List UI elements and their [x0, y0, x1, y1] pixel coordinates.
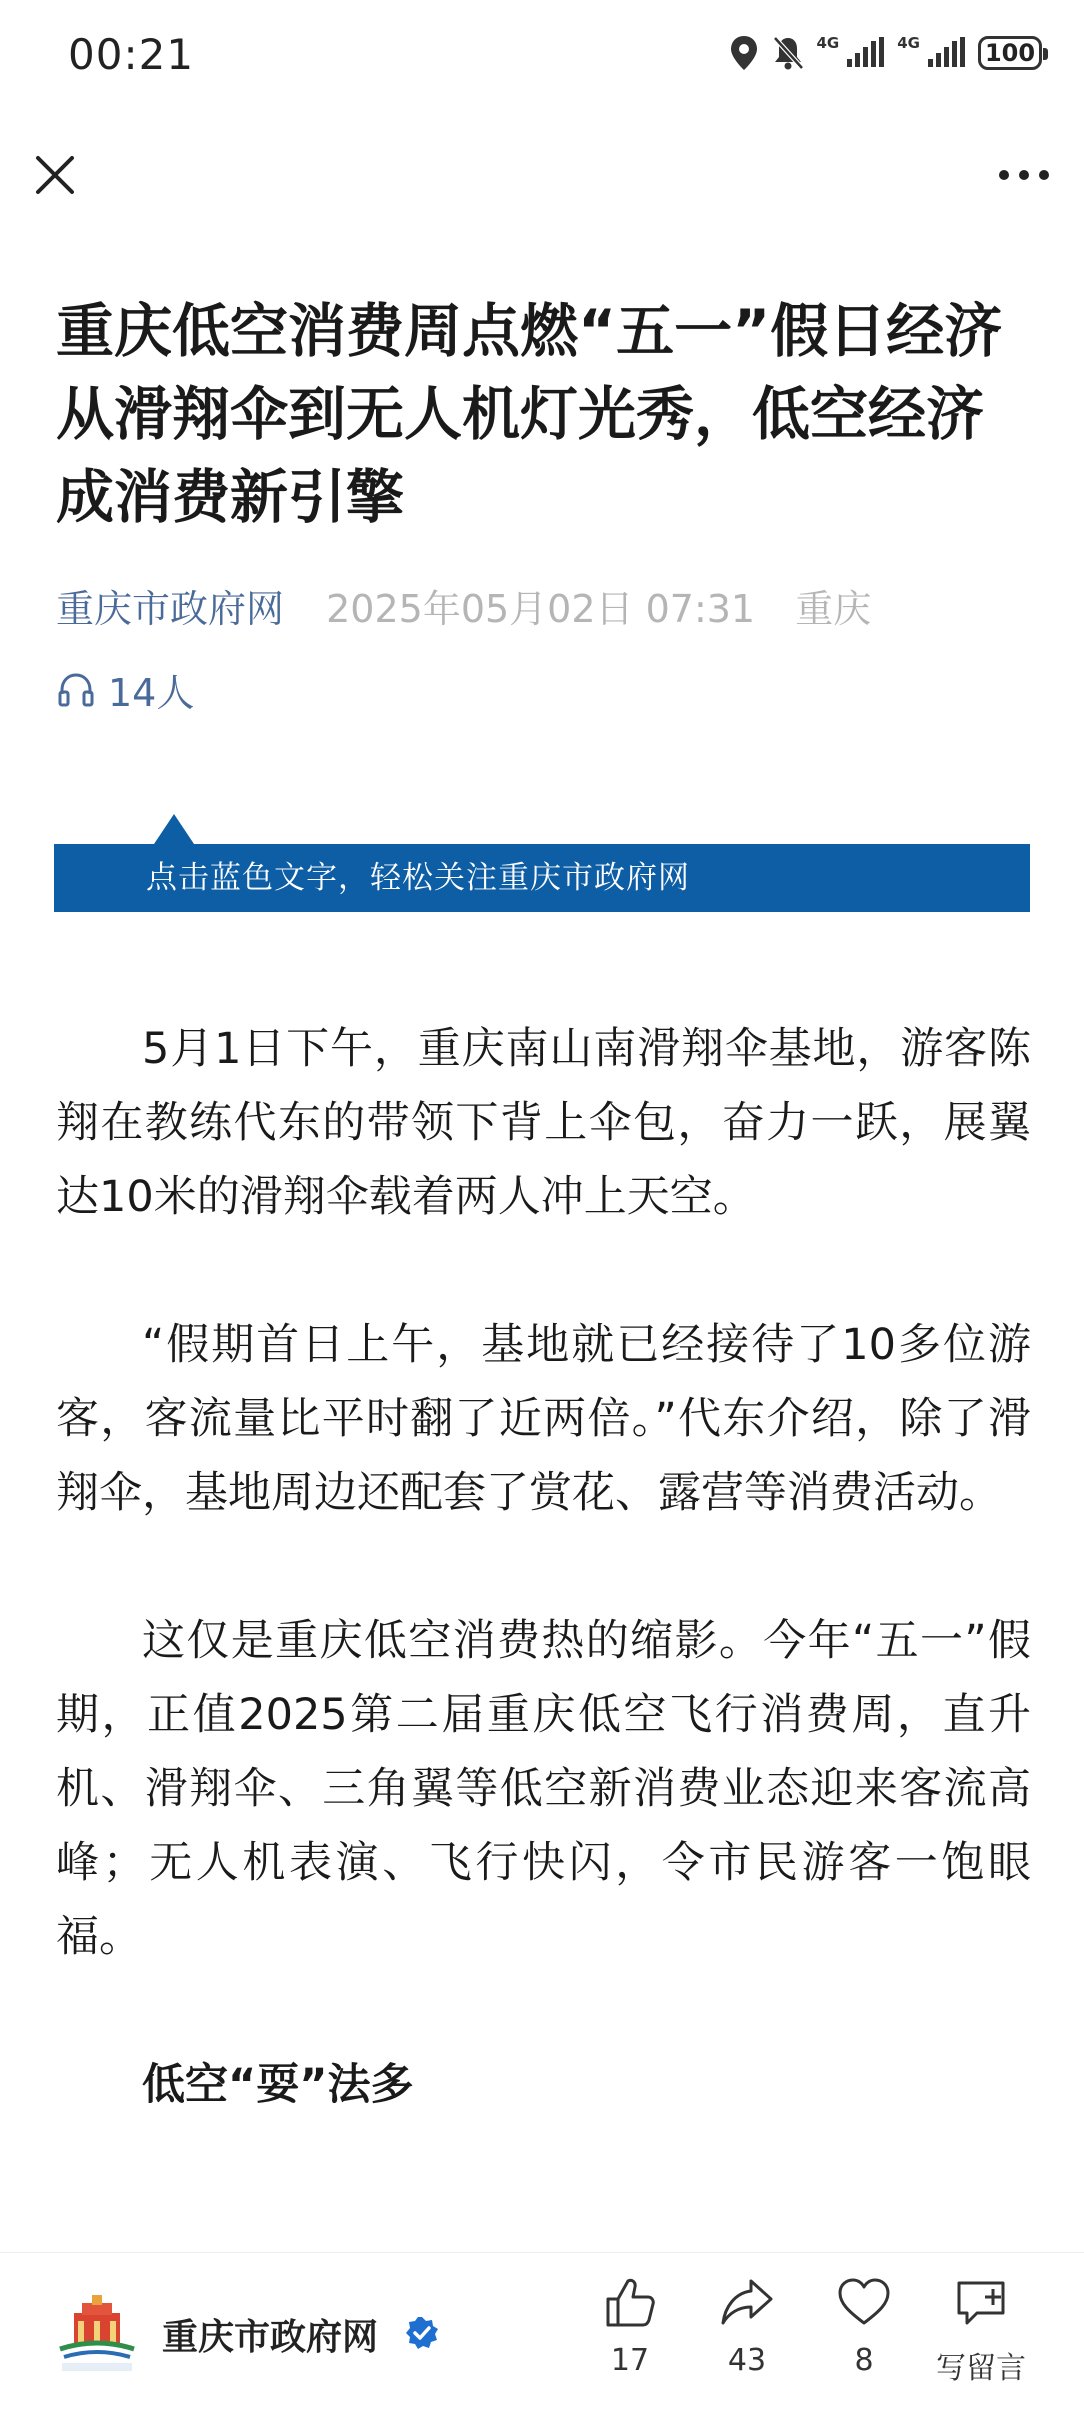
close-button[interactable]: [30, 150, 80, 200]
battery-indicator: 100: [978, 36, 1042, 70]
status-time: 00:21: [68, 30, 195, 79]
signal-2-label: 4G: [897, 34, 920, 52]
article-paragraph: “假期首日上午，基地就已经接待了10多位游客，客流量比平时翻了近两倍。”代东介绍，除了滑翔伞，基地周边还配套了赏花、露营等消费活动。: [56, 1320, 1031, 1518]
comment-label: 写留言: [936, 2351, 1026, 2386]
article-date: 2025年05月02日 07:31: [326, 587, 756, 631]
comment-button[interactable]: [926, 2275, 1036, 2405]
article-subheading: 低空“耍”法多: [142, 2060, 414, 2110]
like-button[interactable]: [575, 2275, 685, 2405]
more-options-button[interactable]: [994, 150, 1054, 200]
status-icons: [729, 30, 1043, 76]
signal-1-icon: [845, 37, 885, 69]
top-nav: [0, 130, 1084, 220]
signal-2-icon: [926, 37, 966, 69]
share-icon: [719, 2275, 775, 2331]
favorite-button[interactable]: [809, 2275, 919, 2405]
account-name[interactable]: 重庆市政府网: [162, 2317, 379, 2358]
like-count: 17: [610, 2343, 650, 2378]
listen-button[interactable]: [56, 662, 194, 717]
heart-icon: [836, 2275, 892, 2331]
article-title: 重庆低空消费周点燃“五一”假日经济 从滑翔伞到无人机灯光秀，低空经济成消费新引擎: [56, 297, 1003, 531]
follow-banner[interactable]: 点击蓝色文字，轻松关注重庆市政府网: [54, 844, 1030, 912]
government-logo-icon: [56, 2293, 138, 2375]
article-location: 重庆: [795, 587, 872, 631]
article-source-link[interactable]: 重庆市政府网: [56, 587, 285, 631]
status-bar: [0, 0, 1084, 110]
mute-bell-icon: [771, 35, 805, 71]
comment-add-icon: [953, 2275, 1009, 2331]
article-paragraph: 5月1日下午，重庆南山南滑翔伞基地，游客陈翔在教练代东的带领下背上伞包，奋力一跃，展翼达10米的滑翔伞载着两人冲上天空。: [56, 1024, 1031, 1222]
favorite-count: 8: [854, 2343, 874, 2378]
share-count: 43: [727, 2343, 767, 2378]
verified-badge-icon: [404, 2315, 440, 2351]
article-paragraph: 这仅是重庆低空消费热的缩影。今年“五一”假期，正值2025第二届重庆低空飞行消费周，直升机、滑翔伞、三角翼等低空新消费业态迎来客流高峰；无人机表演、飞行快闪，令市民游客一饱眼福。: [56, 1616, 1031, 1962]
signal-1-label: 4G: [816, 34, 840, 52]
more-icon: [994, 150, 1054, 200]
bottom-bar: [0, 2252, 1084, 2412]
thumbs-up-icon: [602, 2275, 658, 2331]
share-button[interactable]: [692, 2275, 802, 2405]
article-body: [56, 1012, 1031, 2122]
location-icon: [729, 34, 759, 72]
banner-pointer: [154, 814, 194, 844]
close-icon: [30, 150, 80, 200]
headphones-icon: [56, 670, 96, 710]
account-logo[interactable]: [56, 2293, 138, 2375]
article-meta: [56, 578, 871, 633]
listener-count: 14人: [108, 671, 195, 715]
